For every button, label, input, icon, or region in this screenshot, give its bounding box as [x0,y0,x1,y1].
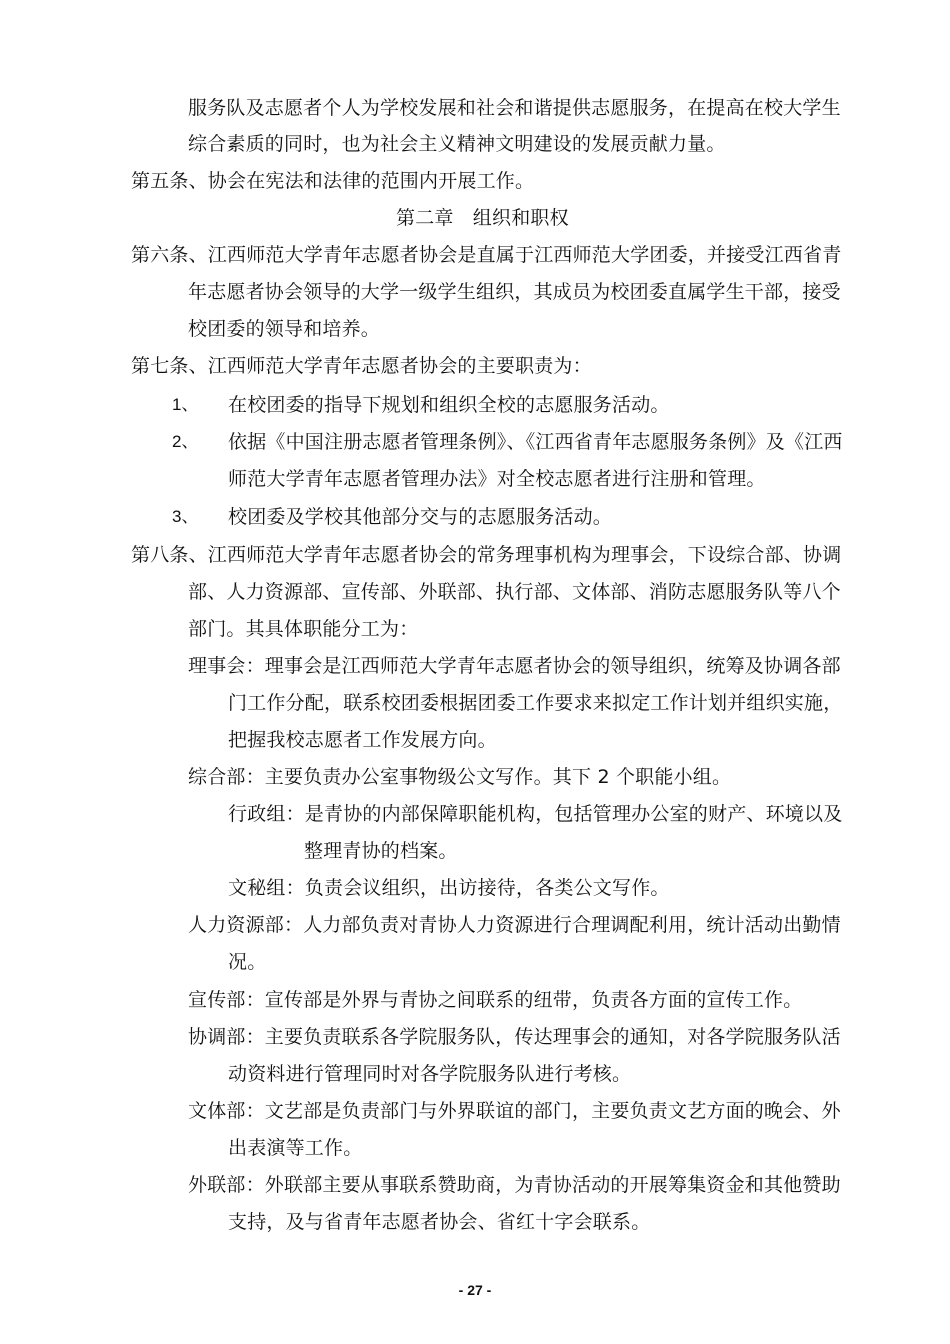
dept-culture: 文体部：文艺部是负责部门与外界联谊的部门，主要负责文艺方面的晚会、外 [188,1100,841,1122]
group-secretary: 文秘组：负责会议组织，出访接待，各类公文写作。 [228,877,670,899]
text-line: 门工作分配，联系校团委根据团委工作要求来拟定工作计划并组织实施， [228,692,843,714]
article-5: 第五条、协会在宪法和法律的范围内开展工作。 [131,170,535,192]
text-line: 况。 [228,951,267,973]
page-number: - 27 - [458,1282,492,1298]
text-line: 支持，及与省青年志愿者协会、省红十字会联系。 [228,1211,651,1233]
text-line: 服务队及志愿者个人为学校发展和社会和谐提供志愿服务，在提高在校大学生 [188,97,841,119]
list-item: 在校团委的指导下规划和组织全校的志愿服务活动。 [228,394,670,416]
text-line: 综合素质的同时，也为社会主义精神文明建设的发展贡献力量。 [188,133,726,155]
dept-external: 外联部：外联部主要从事联系赞助商，为青协活动的开展筹集资金和其他赞助 [188,1174,841,1196]
dept-publicity: 宣传部：宣传部是外界与青协之间联系的纽带，负责各方面的宣传工作。 [188,989,803,1011]
article-7: 第七条、江西师范大学青年志愿者协会的主要职责为： [131,355,592,377]
dept-coordination: 协调部：主要负责联系各学院服务队，传达理事会的通知，对各学院服务队活 [188,1026,841,1048]
list-item: 依据《中国注册志愿者管理条例》、《江西省青年志愿服务条例》及《江西 [228,431,843,453]
list-number: 2、 [172,432,199,451]
text-line: 部门。其具体职能分工为： [188,618,419,640]
text-line: 部、人力资源部、宣传部、外联部、执行部、文体部、消防志愿服务队等八个 [188,581,841,603]
list-item: 校团委及学校其他部分交与的志愿服务活动。 [228,506,613,528]
text-line: 师范大学青年志愿者管理办法》对全校志愿者进行注册和管理。 [228,468,766,490]
article-8: 第八条、江西师范大学青年志愿者协会的常务理事机构为理事会，下设综合部、协调 [131,544,842,566]
group-admin: 行政组：是青协的内部保障职能机构，包括管理办公室的财产、环境以及 [228,803,843,825]
text-line: 出表演等工作。 [228,1137,363,1159]
list-number: 1、 [172,395,199,414]
text-line: 动资料进行管理同时对各学院服务队进行考核。 [228,1063,632,1085]
dept-council: 理事会：理事会是江西师范大学青年志愿者协会的领导组织，统筹及协调各部 [188,655,841,677]
text-line: 把握我校志愿者工作发展方向。 [228,729,497,751]
text-line: 年志愿者协会领导的大学一级学生组织，其成员为校团委直属学生干部，接受 [188,281,841,303]
dept-general: 综合部：主要负责办公室事物级公文写作。其下 2 个职能小组。 [188,766,732,788]
dept-hr: 人力资源部：人力部负责对青协人力资源进行合理调配利用，统计活动出勤情 [188,914,841,936]
text-line: 校团委的领导和培养。 [188,318,381,340]
text-line: 整理青协的档案。 [304,840,458,862]
article-6: 第六条、江西师范大学青年志愿者协会是直属于江西师范大学团委，并接受江西省青 [131,244,842,266]
list-number: 3、 [172,507,199,526]
chapter-heading: 第二章 组织和职权 [396,207,569,229]
